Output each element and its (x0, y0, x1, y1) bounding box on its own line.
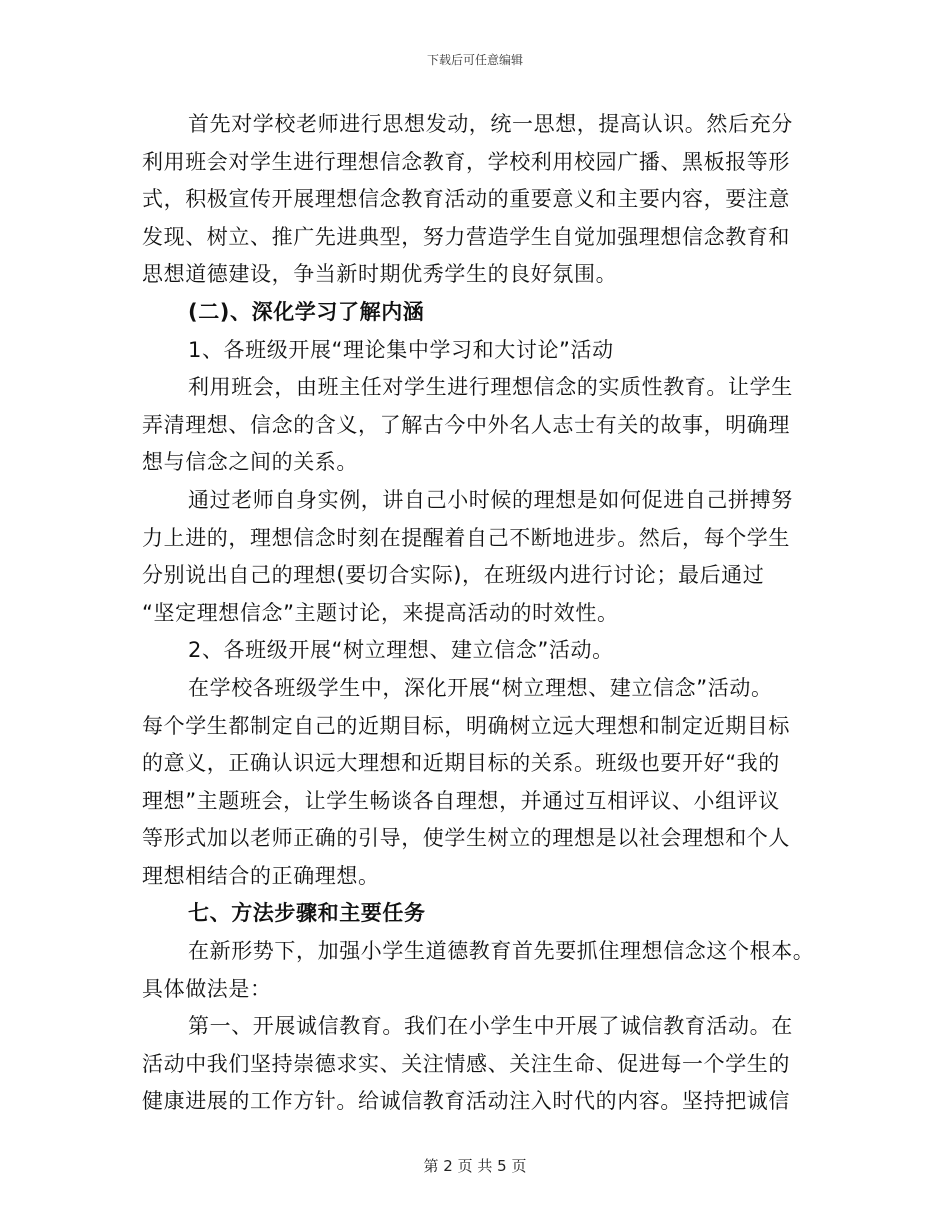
body-line: 利用班会，由班主任对学生进行理想信念的实质性教育。让学生 (188, 375, 793, 400)
body-line: 理想”主题班会，让学生畅谈各自理想，并通过互相评议、小组评议 (142, 788, 780, 813)
body-line: 第一、开展诚信教育。我们在小学生中开展了诚信教育活动。在 (188, 1014, 793, 1039)
body-line: 理想相结合的正确理想。 (142, 863, 380, 888)
document-body (142, 106, 815, 1121)
body-line: 分别说出自己的理想(要切合实际)，在班级内进行讨论；最后通过 (142, 563, 765, 588)
body-line: 发现、树立、推广先进典型，努力营造学生自觉加强理想信念教育和 (142, 224, 790, 249)
section-heading: (二)、深化学习了解内涵 (188, 299, 425, 324)
body-line: 思想道德建设，争当新时期优秀学生的良好氛围。 (142, 262, 618, 287)
body-line: 在新形势下，加强小学生道德教育首先要抓住理想信念这个根本。 (188, 939, 815, 964)
page-footer: 第 2 页 共 5 页 (423, 1157, 527, 1175)
body-line: 的意义，正确认识远大理想和近期目标的关系。班级也要开好“我的 (142, 751, 780, 776)
body-line: “坚定理想信念”主题讨论，来提高活动的时效性。 (142, 600, 619, 625)
numbered-item: 1、各班级开展“理论集中学习和大讨论”活动 (188, 337, 614, 362)
body-line: 在学校各班级学生中，深化开展“树立理想、建立信念”活动。 (188, 675, 773, 700)
body-line: 具体做法是： (142, 976, 272, 1001)
body-line: 健康进展的工作方针。给诚信教育活动注入时代的内容。坚持把诚信 (142, 1089, 790, 1114)
body-line: 首先对学校老师进行思想发动，统一思想，提高认识。然后充分 (188, 112, 793, 136)
numbered-item: 2、各班级开展“树立理想、建立信念”活动。 (188, 638, 614, 663)
body-line: 每个学生都制定自己的近期目标，明确树立远大理想和制定近期目标 (142, 713, 790, 738)
body-line: 利用班会对学生进行理想信念教育，学校利用校园广播、黑板报等形 (142, 149, 790, 174)
page-header: 下载后可任意编辑 (426, 53, 523, 67)
body-line: 式，积极宣传开展理想信念教育活动的重要意义和主要内容，要注意 (142, 187, 790, 212)
section-heading: 七、方法步骤和主要任务 (188, 901, 426, 926)
body-line: 等形式加以老师正确的引导，使学生树立的理想是以社会理想和个人 (142, 826, 790, 851)
body-line: 力上进的，理想信念时刻在提醒着自己不断地进步。然后，每个学生 (142, 525, 790, 550)
body-line: 想与信念之间的关系。 (142, 450, 358, 475)
body-line: 通过老师自身实例，讲自己小时候的理想是如何促进自己拼搏努 (188, 487, 793, 512)
body-line: 弄清理想、信念的含义，了解古今中外名人志士有关的故事，明确理 (142, 412, 790, 437)
body-line: 活动中我们坚持崇德求实、关注情感、关注生命、促进每一个学生的 (142, 1051, 790, 1076)
